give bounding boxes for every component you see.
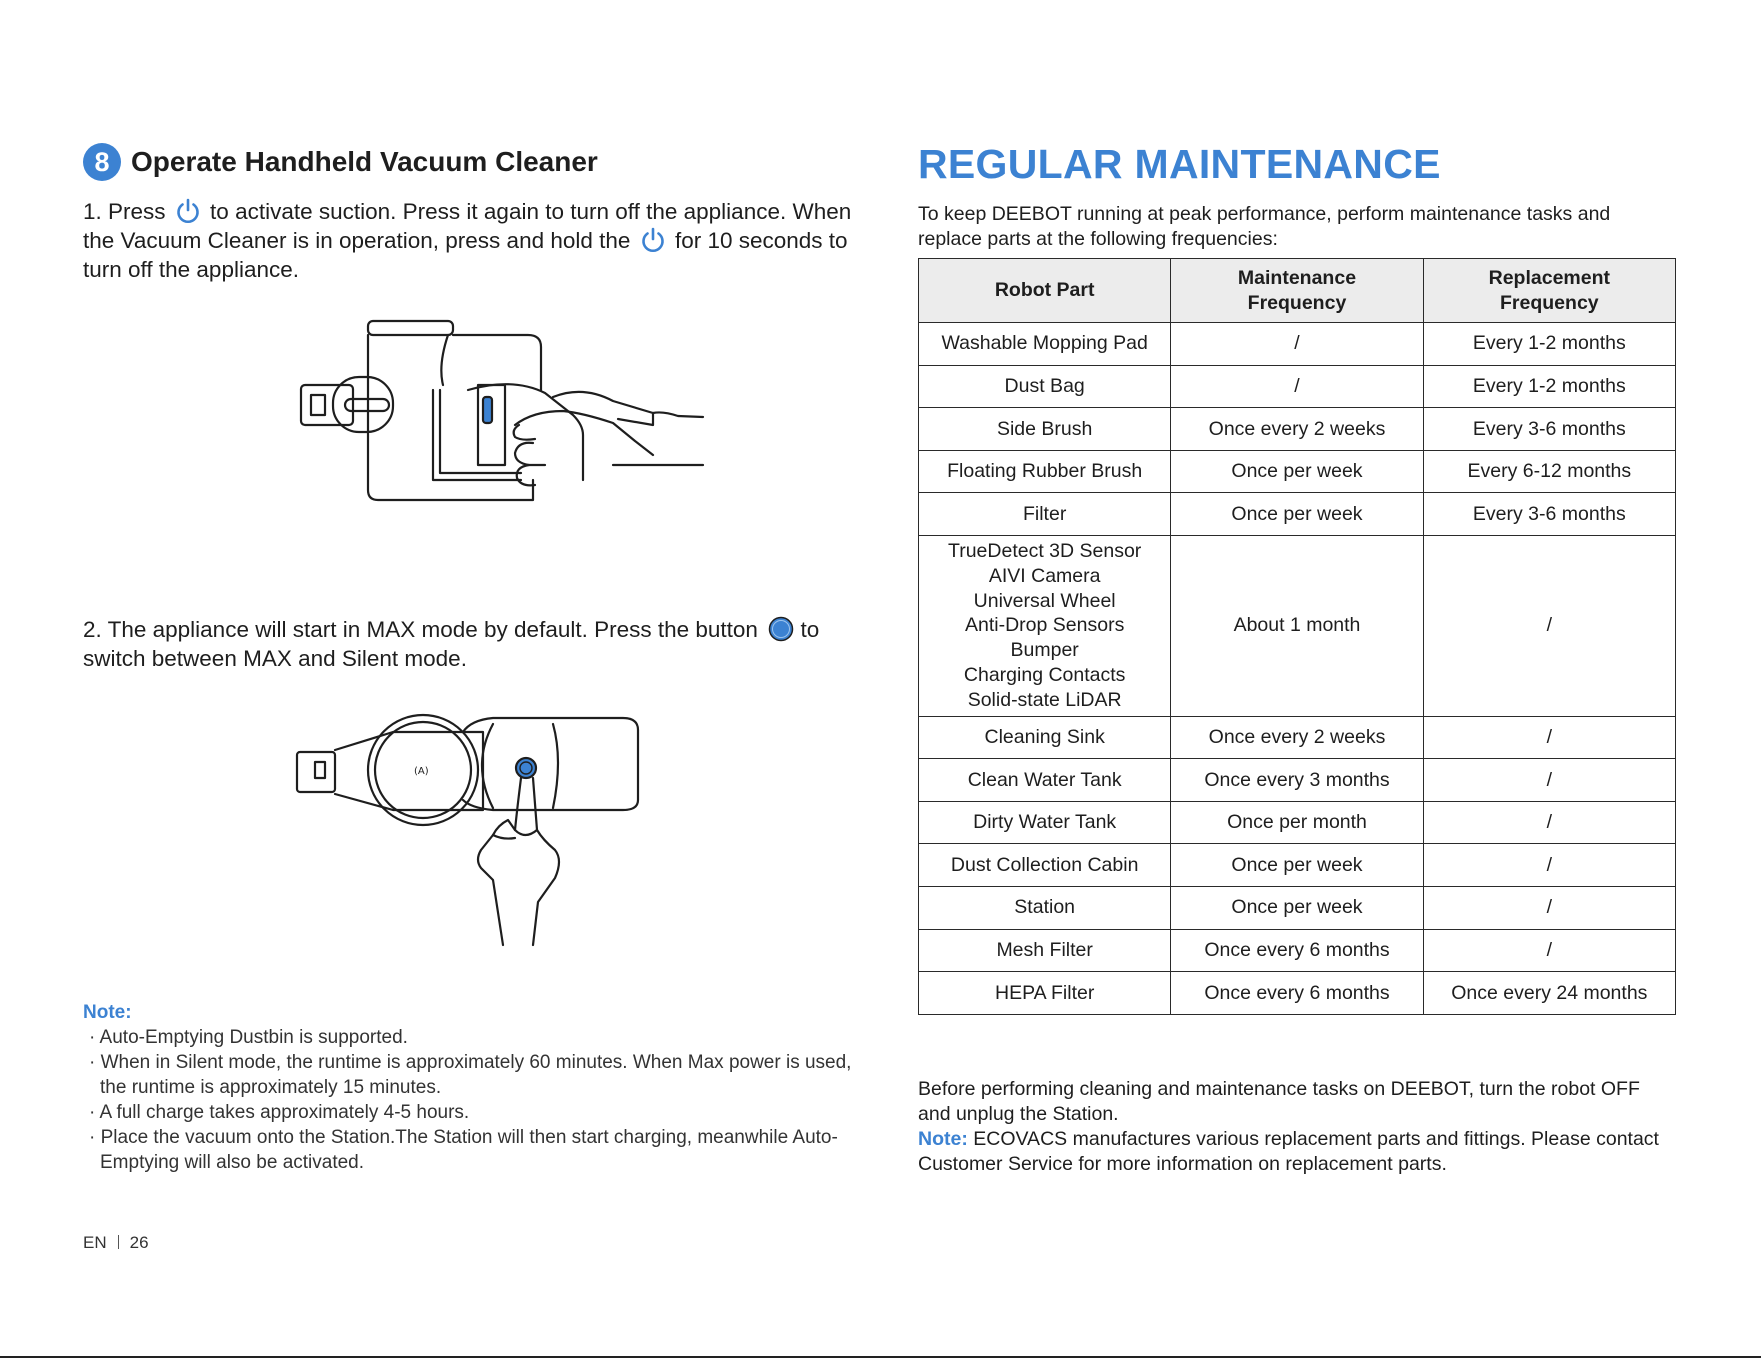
table-row [919,972,1676,1015]
part-name: Anti-Drop Sensors [965,614,1125,637]
cell-replacement: / [1423,716,1675,759]
safety-instruction: Before performing cleaning and maintenance tasks on DEEBOT, turn the robot OFF and unplug the Station. [918,1078,1640,1125]
page-bottom-border [0,1356,1761,1358]
header-maintenance-frequency: Maintenance Frequency [1171,259,1423,323]
cell-maintenance: Once per month [1171,801,1423,844]
table-row-multi [919,535,1676,716]
note-item: · A full charge takes approximately 4-5 hours. [89,1102,470,1123]
table-row [919,844,1676,887]
cell-replacement: Every 1-2 months [1423,365,1675,408]
cell-part: Cleaning Sink [919,716,1171,759]
instruction-2-text-a: 2. The appliance will start in MAX mode by default. Press the button [83,617,765,642]
cell-maintenance: Once every 2 weeks [1171,716,1423,759]
cell-part: HEPA Filter [919,972,1171,1015]
cell-maintenance: Once per week [1171,493,1423,536]
cell-maintenance: Once every 6 months [1171,972,1423,1015]
note-label: Note: [918,1128,968,1150]
table-row [919,323,1676,366]
maintenance-title: REGULAR MAINTENANCE [918,141,1441,187]
note-item: · Place the vacuum onto the Station.The Station will then start charging, meanwhile Auto-Emptying will also be activated. [89,1127,838,1173]
cell-part-list [919,535,1171,716]
part-name: Bumper [1010,639,1079,662]
header-robot-part: Robot Part [919,259,1171,323]
footer-lang: EN [83,1233,107,1252]
power-icon [174,197,202,225]
table-row [919,801,1676,844]
cell-replacement: / [1423,759,1675,802]
cell-replacement: / [1423,929,1675,972]
instruction-1-text-a: 1. Press [83,199,172,224]
cell-replacement: Once every 24 months [1423,972,1675,1015]
instruction-2 [83,615,863,673]
part-name: Solid-state LiDAR [967,688,1122,711]
table-row [919,929,1676,972]
table-row [919,365,1676,408]
instruction-2-text-b: to switch between MAX and Silent mode. [83,617,820,671]
header-replacement-frequency: Replacement Frequency [1423,259,1675,323]
cell-part: Floating Rubber Brush [919,450,1171,493]
mode-button-icon [768,616,794,642]
cell-replacement: Every 3-6 months [1423,493,1675,536]
cell-replacement: / [1423,886,1675,929]
cell-maintenance: Once per week [1171,886,1423,929]
cell-replacement: Every 3-6 months [1423,408,1675,451]
maintenance-table [918,258,1676,1015]
cell-replacement: Every 1-2 months [1423,323,1675,366]
page-footer [83,1233,149,1253]
cell-maintenance: Once per week [1171,450,1423,493]
part-name: Universal Wheel [973,589,1116,612]
cell-part: Side Brush [919,408,1171,451]
cell-part: Washable Mopping Pad [919,323,1171,366]
cell-maintenance: / [1171,323,1423,366]
power-icon [639,226,667,254]
cell-replacement: / [1423,844,1675,887]
left-page [83,140,863,1173]
cell-maintenance: Once every 3 months [1171,759,1423,802]
replacement-note [918,1127,1676,1177]
note-section [83,1000,863,1175]
table-row [919,716,1676,759]
cell-replacement: Every 6-12 months [1423,450,1675,493]
cell-part: Clean Water Tank [919,759,1171,802]
cell-part: Filter [919,493,1171,536]
note-label: Note: [83,1002,132,1023]
cell-replacement: / [1423,801,1675,844]
note-item: · When in Silent mode, the runtime is approximately 60 minutes. When Max power is used, the runtime is approximately 15 minutes. [89,1052,852,1098]
maintenance-bottom-text [918,1077,1676,1177]
instruction-1-text-c: for 10 seconds to turn off the appliance. [83,228,848,282]
step-title: Operate Handheld Vacuum Cleaner [131,146,598,177]
part-name: AIVI Camera [988,564,1101,587]
footer-separator [118,1235,119,1249]
note-text: ECOVACS manufactures various replacement parts and fittings. Please contact Customer Service for more information on replacement parts. [918,1128,1659,1175]
cell-replacement: / [1423,535,1675,716]
footer-page-number: 26 [129,1233,149,1252]
cell-part: Mesh Filter [919,929,1171,972]
step-number-badge: 8 [83,143,121,181]
note-item: · Auto-Emptying Dustbin is supported. [89,1027,408,1048]
right-page [918,140,1676,1175]
instruction-1-text-b: to activate suction. Press it again to turn off the appliance. When the Vacuum Cleaner is in operation, press and hold the [83,199,852,253]
part-name: Charging Contacts [963,663,1126,686]
cell-maintenance: About 1 month [1171,535,1423,716]
mode-button-glyph: (A) [414,766,429,777]
cell-maintenance: Once per week [1171,844,1423,887]
table-row [919,759,1676,802]
cell-maintenance: / [1171,365,1423,408]
handheld-vacuum-side-illustration [283,315,743,515]
table-row [919,450,1676,493]
cell-maintenance: Once every 6 months [1171,929,1423,972]
table-row [919,408,1676,451]
part-name: TrueDetect 3D Sensor [948,539,1142,562]
handheld-vacuum-top-illustration [293,710,713,950]
cell-part: Dust Collection Cabin [919,844,1171,887]
cell-part: Station [919,886,1171,929]
instruction-1 [83,197,863,284]
cell-part: Dust Bag [919,365,1171,408]
cell-maintenance: Once every 2 weeks [1171,408,1423,451]
maintenance-intro: To keep DEEBOT running at peak performance, perform maintenance tasks and replace parts at the following frequencies: [918,203,1611,250]
table-row [919,493,1676,536]
table-header-row [919,259,1676,323]
table-row [919,886,1676,929]
cell-part: Dirty Water Tank [919,801,1171,844]
step-heading [83,140,863,184]
